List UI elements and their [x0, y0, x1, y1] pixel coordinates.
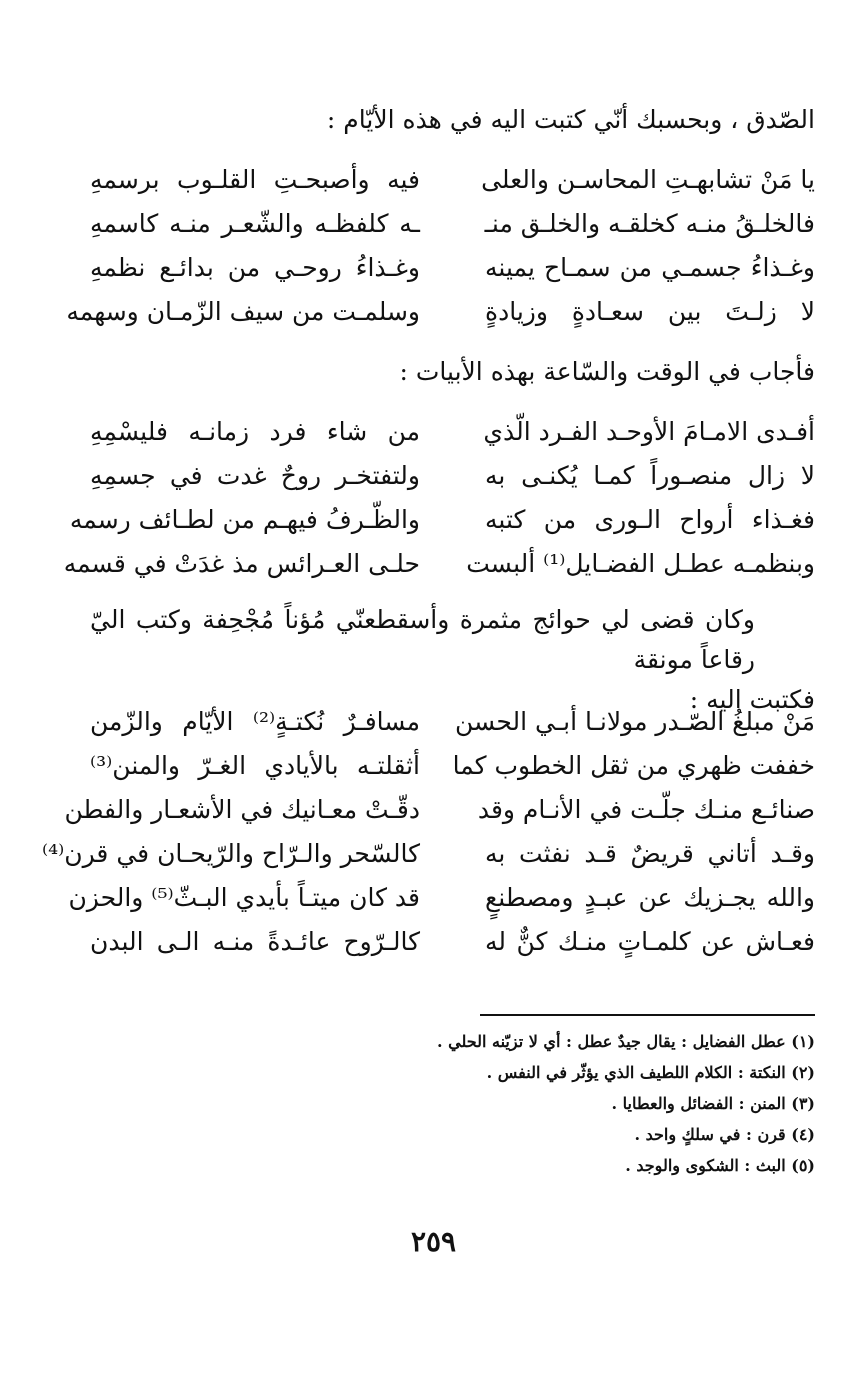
verse	[90, 744, 815, 788]
intro-text: الصّدق ، وبحسبك أنّي كتبت اليه في هذه الأيّام :	[326, 105, 815, 134]
footnotes	[90, 1026, 815, 1181]
hemistich-left: أثقلتـه بالأيادي الغـرّ والمنن⁽³⁾	[90, 751, 420, 780]
verse	[90, 410, 815, 454]
hemistich-right: وبنظمـه عطـل الفضـايل⁽¹⁾ ألبست	[466, 549, 815, 578]
hemistich-right: يا مَنْ تشابهـتِ المحاسـن والعلى	[481, 165, 815, 194]
hemistich-right: أفـدى الامـامَ الأوحـد الفـرد الّذي	[483, 417, 815, 446]
verse	[41, 832, 815, 876]
prose-paragraph-text: وكان قضى لي حوائج مثمرة وأسقطعنّي مُؤناً مُجْحِفة وكتب اليّ رقاعاً مونقة	[90, 605, 755, 674]
footnote: (٤) قرن : في سلكٍ واحد .	[634, 1125, 815, 1144]
footnote: (٥) البث : الشكوى والوجد .	[625, 1156, 815, 1175]
verse	[90, 202, 815, 246]
hemistich-right: فعـاش عن كلمـاتٍ منـك كنٌّ له	[485, 927, 815, 956]
hemistich-left: كالسّحر والـرّاح والرّيحـان في قرن⁽⁴⁾	[41, 839, 420, 868]
page-number: ٢٥٩	[410, 1225, 457, 1258]
hemistich-right: مَنْ مبلغُ الصّـدر مولانـا أبـي الحسن	[455, 707, 815, 736]
hemistich-right: لا زال منصـوراً كمـا يُكنـى به	[485, 461, 815, 490]
poem-2	[63, 410, 815, 586]
footnote: (١) عطل الفضايل : يقال جيدٌ عطل : أي لا تزيّنه الحلي .	[437, 1032, 815, 1051]
verse	[90, 158, 815, 202]
hemistich-left: حلـى العـرائس مذ غدَتْ في قسمه	[63, 549, 420, 578]
hemistich-right: لا زلـتَ بين سعـادةٍ وزيادةٍ	[485, 297, 815, 326]
verse	[90, 920, 815, 964]
reply-intro-text: فأجاب في الوقت والسّاعة بهذه الأبيات :	[399, 357, 815, 386]
hemistich-left: والظّـرفُ فيهـم من لطـائف رسمه	[69, 505, 420, 534]
footnote-divider	[480, 1014, 815, 1016]
hemistich-right: خففت ظهري من ثقل الخطوب كما	[452, 751, 815, 780]
hemistich-left: مسافـرٌ نُكتـةٍ⁽²⁾ الأيّام والزّمن	[90, 707, 420, 736]
reply-intro	[90, 352, 815, 392]
hemistich-left: ولتفتخـر روحٌ غدت في جسمِهِ	[90, 461, 420, 490]
hemistich-right: صنائـع منـك جلّـت في الأنـام وقد	[477, 795, 815, 824]
prose-paragraph-end: فكتبت اليه :	[689, 685, 815, 714]
verse	[68, 876, 815, 920]
hemistich-left: من شاء فرد زمانـه فليسْمِهِ	[90, 417, 420, 446]
hemistich-left: دقّـتْ معـانيك في الأشعـار والفطن	[64, 795, 420, 824]
poem-3	[41, 700, 815, 964]
footnote: (٣) المنن : الفضائل والعطايا .	[611, 1094, 815, 1113]
verse	[90, 246, 815, 290]
verse	[90, 454, 815, 498]
verse	[63, 542, 815, 586]
hemistich-right: فالخلـقُ منـه كخلقـه والخلـق منـ	[484, 209, 815, 238]
hemistich-right: والله يجـزيك عن عبـدٍ ومصطنعٍ	[485, 883, 815, 912]
intro-line	[90, 100, 815, 140]
hemistich-left: وغـذاءُ روحـي من بدائـع نظمهِ	[90, 253, 420, 282]
hemistich-left: كالـرّوح عائـدةً منـه الـى البدن	[90, 927, 420, 956]
hemistich-right: وقـد أتاني قريضٌ قـد نفثت به	[485, 839, 815, 868]
poem-1	[66, 158, 815, 334]
verse	[64, 788, 815, 832]
verse	[66, 290, 815, 334]
hemistich-left: ـه كلفظـه والشّعـر منـه كاسمهِ	[90, 209, 420, 238]
hemistich-left: فيه وأصبحـتِ القلـوب برسمهِ	[90, 165, 420, 194]
hemistich-right: وغـذاءُ جسمـي من سمـاح يمينه	[485, 253, 815, 282]
verse	[90, 700, 815, 744]
hemistich-left: وسلمـت من سيف الزّمـان وسهمه	[66, 297, 420, 326]
hemistich-right: فغـذاء أرواح الـورى من كتبه	[485, 505, 815, 534]
hemistich-left: قد كان ميتـاً بأيدي البـثّ⁽⁵⁾ والحزن	[68, 883, 420, 912]
footnote: (٢) النكتة : الكلام اللطيف الذي يؤثّر في النفس .	[486, 1063, 815, 1082]
verse	[69, 498, 815, 542]
